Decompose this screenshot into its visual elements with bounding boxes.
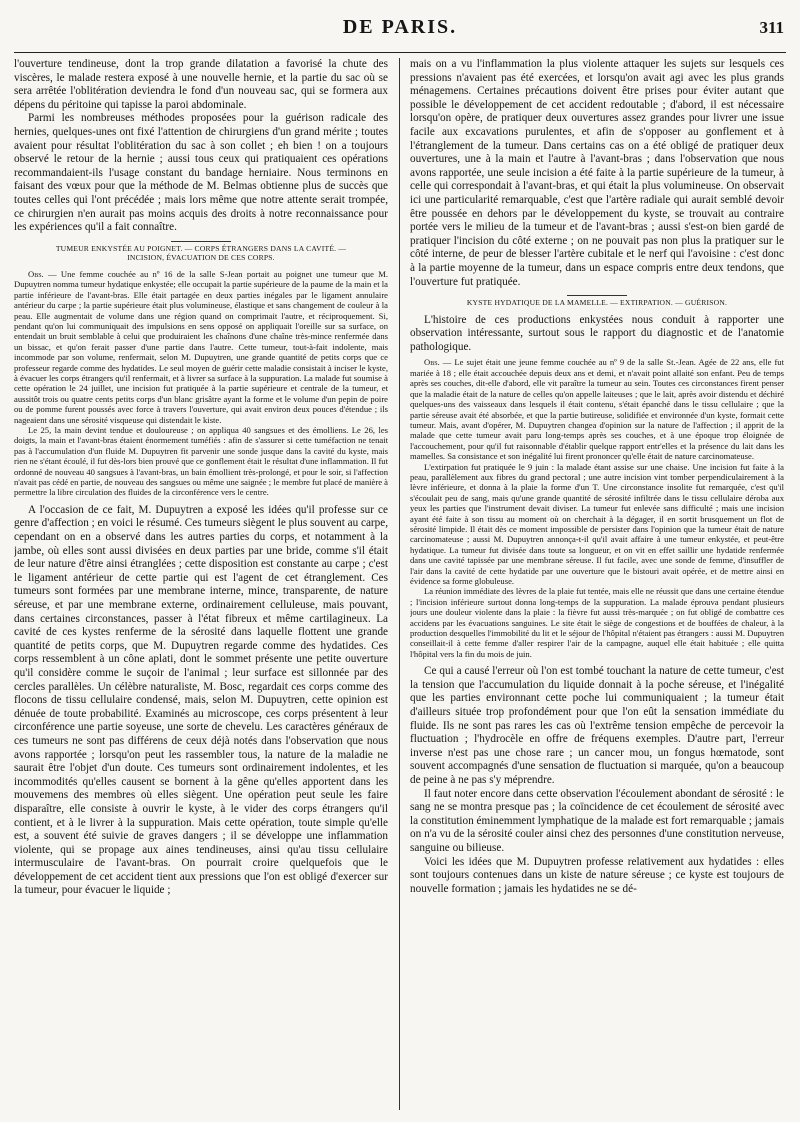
observation-block [14, 269, 388, 498]
observation-label: Obs. [28, 268, 44, 279]
observation-block [410, 357, 784, 659]
observation-text: Le 25, la main devint tendue et douloureuse ; on appliqua 40 sangsues et des émolliens. Le 26, les doigts, la main et l'avant-bras étaient énormement tuméfiés : afin de s'assurer si cette tuméfaction ne tenait pas à l'accumulation d'un fluide M. Dupuytren fit parvenir une sonde jusque dans la cavité du kyste, mais rien ne s'étant écoulé, il fut dès-lors bien prouvé que ce gonflement était le résultat d'une inflammation. Il fut ordonné de nouveau 40 sangsues à l'avant-bras, un bain émollient très-prolongé, et pour le soir, si l'affection n'avait pas cédé en partie, de nouveau des sangsues ou même une saignée ; le membre fut placé de manière à permettre la libre circulation des fluides de la circonférence vers le centre. [14, 425, 388, 498]
left-column [14, 58, 388, 1114]
running-title: DE PARIS. [342, 16, 458, 38]
observation-body: — Une femme couchée au nº 16 de la salle S-Jean portait au poignet une tumeur que M. Dupuytren nomma tumeur hydatique enkystée; elle occupait la partie supérieure de la paume de la main et la partie inférieure de l'avant-bras. Elle était partagée en deux parties inégales par le ligament annulaire antérieur du carpe ; la partie supérieure était plus volumineuse, élastique et sans changement de couleur à la peau. Elle augmentait de volume dans une région quand on comprimait l'autre, et réciproquement. Si, pendant qu'on lui communiquait des impulsions en sens opposé on appliquait l'oreille sur sa surface, on entendait un bruit semblable à celui que produiraient les chaînons d'une chaîne très-mince renfermée dans un bissac, et qu'on ferait passer d'une partie dans l'autre. Cette tumeur, tout-à-fait indolente, mais incommode par son volume, renfermait, selon M. Dupuytren, une grande quantité de petits corps que ce professeur regarde comme des hydatides. Le seul moyen de guérir cette maladie consistait à inciser le kyste, à évacuer les corps étrangers qu'il renfermait, et à livrer sa surface à la suppuration. La malade fut soumise à cette opération le 24 juillet, une incision fut pratiquée à la partie supérieure et centrale de la tumeur, et aussitôt trois ou quatre cents petits corps d'un blanc grisâtre ayant la forme et le volume d'un pepin de poire ou de pomme furent poussés avec force à travers l'ouverture, qui avait environ deux pouces d'étendue ; ils nageaient dans une sérosité visqueuse qui distendait le kiste. [14, 268, 388, 425]
page-number: 311 [759, 18, 784, 37]
heading-rule [567, 295, 627, 296]
observation-text: L'extirpation fut pratiquée le 9 juin : la malade étant assise sur une chaise. Une incision fut faite à la peau, parallèlement aux fibres du grand pectoral ; une autre incision vint tomber perpendiculairement à la lèvre inférieure, et donna à la plaie la forme d'un T. Une circonstance insolite fut remarquée, c'est qu'il s'écoulait peu de sang, mais qu'une grande quantité de sérosité infiltrée dans le tissu cellulaire déroba aux yeux les parties que l'instrument devait diviser. La tumeur fut enlevée sans difficulté ; mais une incision ayant été faite à son tissu au moment où on cherchait à la dégager, il en sortit brusquement un flot de sérosité limpide. Il était dès ce moment impossible de persister dans l'opinion que la tumeur était de nature carcinomateuse ; aussi M. Dupuytren annonça-t-il qu'il avait affaire à une tumeur enkystée, et peut-être hydatique. La tumeur fut divisée dans toute sa longueur, et on vit en effet saillir une hydatide renfermée dans une cavité tapissée par une membrane séreuse. Il fut facile, avec une sonde de femme, d'insuffler de l'air dans la cavité de cette hydatide par une ouverture que le bistouri avait opérée, et de mettre ainsi en évidence sa forme globuleuse. [410, 461, 784, 586]
observation-text [410, 357, 784, 461]
header-rule [14, 52, 786, 53]
paragraph: l'ouverture tendineuse, dont la trop grande dilatation a favorisé la chute des viscères, le malade restera exposé à une nouvelle hernie, et la partie du sac où se sera arrêtée l'oblitération deviendra le fond d'un nouveau sac, qui se formera aux dépens du péritoine qui tapisse la paroi abdominale. [14, 58, 388, 111]
paragraph: mais on a vu l'inflammation la plus violente attaquer les sujets sur lesquels ces pressions n'avaient pas été exercées, et lorsqu'on avait agi avec les plus grands ménagemens. Certaines précautions doivent être prises pour éviter autant que possible le développement de cet accident redoutable ; d'abord, il est nécessaire lorsqu'on opère, de pratiquer deux ouvertures assez grandes pour livrer une issue facile aux excavations purulentes, et afin de s'opposer au gonflement et à l'étranglement de la tumeur. Dans certains cas on a été obligé de pratiquer deux ouvertures, une à la main et l'autre à l'avant-bras ; dans l'observation que nous avons rapportée, une seule incision a été faite à la partie supérieure de la tumeur, à celle qui correspondait à l'avant-bras, et qui était la plus volumineuse. On observait ici une particularité remarquable, c'est que l'artère radiale qui aurait semblé devoir être poussée en dehors par le développement du kyste, se trouvait au contraire portée vers le milieu de la tumeur et de l'avant-bras ; aussi s'est-on bien gardé de pratiquer l'incision du côté externe ; on ne pouvait pas non plus la pratiquer sur le côté interne, de peur de blesser l'artère cubitale et le nerf qui l'avoisine : c'est donc à la partie moyenne de la tumeur, dans un espace compris entre deux tendons, que l'ouverture fut pratiquée. [410, 58, 784, 288]
right-column [410, 58, 784, 1114]
observation-body: — Le sujet était une jeune femme couchée au nº 9 de la salle St.-Jean. Agée de 22 ans, elle fut mariée à 18 ; elle était accouchée depuis deux ans et demi, et n'avait point allaité son enfant. Peu de temps après ses couches, dit-elle d'abord, elle vit paraître la tumeur au sein. Toutes ces circonstances firent penser que la maladie était de la nature de celles qu'on appelle laiteuses ; que le lait, après avoir distendu et déchiré quelques-uns des vaisseaux dans lesquels il était contenu, s'était épanché dans le tissu cellulaire ; que la partie séreuse avait été absorbée, et que la partie butireuse, solidifiée et environnée d'un kyste, formait cette tumeur. Mais, avant d'opérer, M. Dupuytren changea d'opinion sur la nature de l'affection ; il apprit de la malade que cette tumeur avait paru long-temps après ses couches, et à une époque trop éloignée de l'accouchement, pour qu'il fut raisonnable d'établir quelque rapport entr'elles et la présence du lait dans les mamelles. Sa consistance et son inégalité lui firent prononcer qu'elle était de nature carcinomateuse. [410, 357, 784, 462]
heading-rule [171, 241, 231, 242]
case-heading-line: KYSTE HYDATIQUE DE LA MAMELLE. — EXTIRPATION. — GUÉRISON. [466, 298, 728, 308]
observation-label: Obs. [424, 357, 440, 368]
case-heading-line-2: INCISION, ÉVACUATION DE CES CORPS. [127, 253, 275, 263]
paragraph: L'histoire de ces productions enkystées nous conduit à rapporter une observation intéressante, surtout sous le rapport du diagnostic et de l'anatomie pathologique. [410, 313, 784, 353]
observation-text: La réunion immédiate des lèvres de la plaie fut tentée, mais elle ne réussit que dans une certaine étendue ; l'incision inférieure surtout donna long-temps de la suppuration. La malade éprouva pendant plusieurs jours une douleur violente dans la plaie : la fièvre fut aussi très-marquée ; on fut obligé de combattre ces accidens par les évacuations sanguines. Le site était le siège de congestions et de bouffées de chaleur, à la production desquelles l'immobilité du lit et le séjour de l'hôpital n'étaient pas étrangers : aussi M. Dupuytren conseillait-il à cette femme d'aller respirer l'air de la campagne, auquel elle était habituée ; elle quitta l'hôpital vers la fin du mois de juin. [410, 586, 784, 659]
observation-text [14, 269, 388, 425]
paragraph: A l'occasion de ce fait, M. Dupuytren a exposé les idées qu'il professe sur ce genre d'affection ; en voici le résumé. Ces tumeurs siègent le plus souvent au carpe, cependant on en a observé dans les autres parties du corps, et notamment à la jambe, où elles sont aussi divisées en deux parties par une bride, comme s'il était de leur nature d'être ainsi étranglées ; cette disposition est constante au carpe ; c'est le ligament antérieur de cette partie qui est l'agent de cet étranglement. Ces tumeurs sont formées par une membrane interne, mince, transparente, de nature séreuse, et par une membrane externe, ordinairement celluleuse, mais pouvant, dans certaines circonstances, passer à l'état fibreux et même cartilagineux. La cavité de ces kystes renferme de la sérosité dans laquelle flottent une grande quantité de petits corps, que M. Dupuytren regarde comme des hydatides. Ces corps ressemblent à un cône aplati, dont le sommet présente une petite ouverture qu'il considère comme le suçoir de l'animal ; leur surface est sillonnée par des cercles parallèles. Un célèbre naturaliste, M. Bosc, regardait ces corps comme des flocons de tissu cellulaire condensé, mais, selon M. Dupuytren, cette opinion est dénuée de toute probabilité. Examinés au microscope, ces corps présentent à leur circonférence une partie soyeuse, une sorte de chevelu. Les caractères généraux de ces tumeurs ne sont pas différens de ceux déjà notés dans l'observation que nous avons rapportée ; lorsqu'on peut les rassembler tous, la nature de la maladie ne saurait être l'objet d'un doute. Ces tumeurs sont ordinairement indolentes, et les incommodités qu'elles causent se bornent à la gêne qu'elles apportent dans les mouvemens des membres où elles siègent. Une opération peut seule les faire disparaître, elle consiste à ouvrir le kyste, à le vider des corps étrangers qu'il contient, et à le livrer à la suppuration. Mais cette opération, toute simple qu'elle est, a souvent été suivie de graves dangers ; il se développe une inflammation violente, qui se propage aux aines tendineuses, ainsi qu'au tissu cellulaire intermusculaire de l'avant-bras. On pourrait croire quelquefois que le développement de cet accident tient aux pressions que l'on est obligé d'exercer sur la tumeur, pour évacuer le liquide ; [14, 503, 388, 897]
column-divider [399, 58, 400, 1110]
paragraph: Ce qui a causé l'erreur où l'on est tombé touchant la nature de cette tumeur, c'est la tension que l'accumulation du liquide donnait à la poche séreuse, et l'inégalité que les parties environnant cette poche lui communiquaient ; la tumeur était d'ailleurs située trop profondément pour que l'on eût la sensation immédiate du fluide. Ils ne sont pas rares les cas où l'extrême tension empêche de percevoir la fluctuation ; l'hydrocèle en offre de fréquens exemples. D'autre part, l'erreur inverse n'est pas une chose rare ; un cancer mou, un fongus hœmatode, sont souvent accompagnés d'une sensation de fluctuation si marquée, qu'on a beaucoup de peine à ne pas s'y méprendre. [410, 665, 784, 786]
journal-page [14, 10, 786, 1114]
case-heading [410, 295, 784, 308]
paragraph: Parmi les nombreuses méthodes proposées pour la guérison radicale des hernies, quelques-unes ont fixé l'attention de chirurgiens d'un grand mérite ; toutes avaient pour résultat l'oblitération du sac à son collet ; eh bien ! on a toujours observé le retour de la hernie ; aussi tous ceux qui pratiquaient ces opérations recommandaient-ils l'usage constant du bandage herniaire. Nous terminons en faisant des vœux pour que la méthode de M. Belmas obtienne plus de succès que toutes celles qui l'ont précédée ; mais lors même que notre attente serait trompée, ce chirurgien n'en aurait pas moins acquis des droits à notre reconnaissance pour les expériences qu'il a fait connaître. [14, 112, 388, 234]
paragraph: Il faut noter encore dans cette observation l'écoulement abondant de sérosité : le sang ne se montra presque pas ; la coïncidence de cet écoulement de sérosité avec la constitution éminemment lymphatique de la malade est fort remarquable ; jamais on n'a vu de la sérosité couler ainsi chez des personnes d'une constitution nerveuse, sanguine ou bilieuse. [410, 787, 784, 854]
case-heading [14, 241, 388, 263]
page-header [14, 10, 786, 40]
case-heading-line-1: TUMEUR ENKYSTÉE AU POIGNET. — CORPS ÉTRANGERS DANS LA CAVITÉ. — [55, 243, 347, 253]
paragraph: Voici les idées que M. Dupuytren professe relativement aux hydatides : elles sont toujours contenues dans un kiste de nature séreuse ; ce kyste est toujours de nouvelle formation ; jamais les hydatides ne se dé- [410, 855, 784, 895]
